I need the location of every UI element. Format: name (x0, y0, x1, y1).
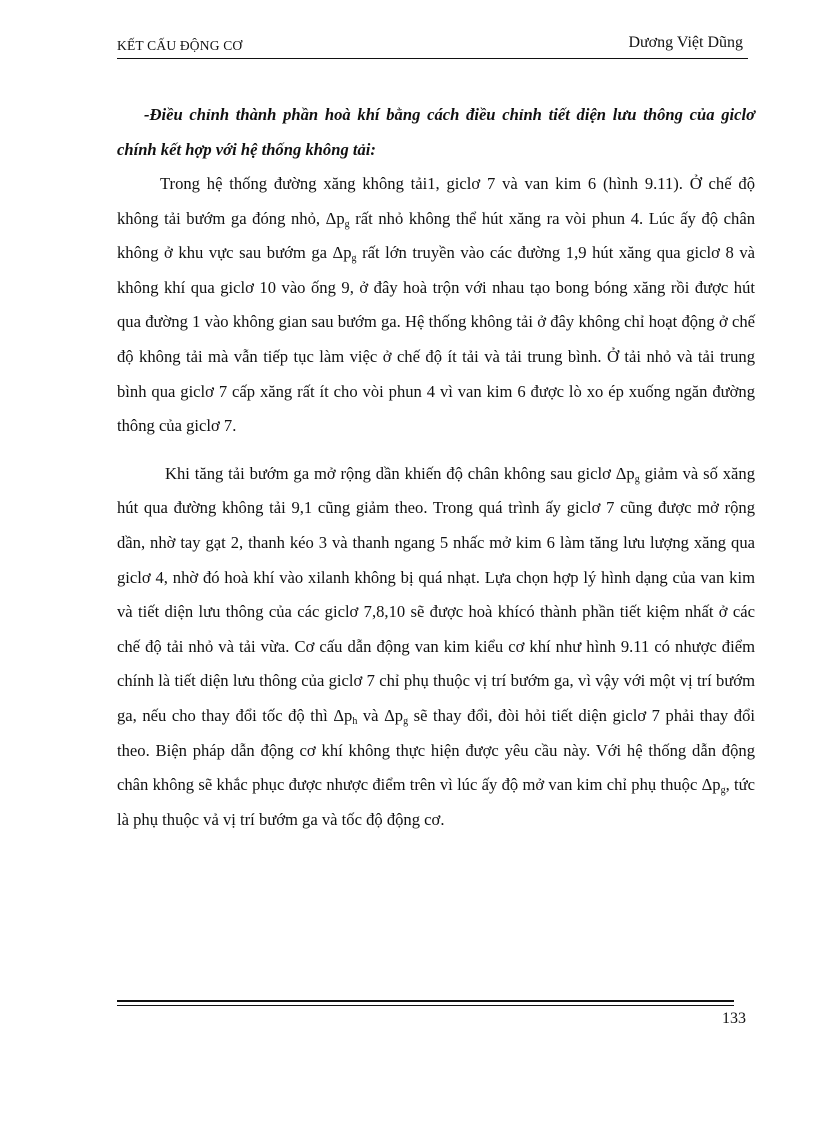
delta-p-symbol: $\Delta p_h$ (333, 705, 358, 727)
paragraph-1-text-a: Trong hệ thống đường xăng không tải1, giclơ 7 và van kim 6 (hình 9.11). Ở chế độ không tải bướm ga đóng nhỏ, (117, 174, 755, 228)
paragraph-2-text-d: sẽ thay đổi, đòi hỏi tiết diện giclơ 7 phải thay đổi theo. Biện pháp dẫn động cơ khí không thực hiện được yêu cầu này. Với hệ thống dẫn động chân không sẽ khắc phục được nhược điểm trên vì lúc ấy độ mở van kim chỉ phụ thuộc (117, 705, 755, 795)
paragraph-1 (117, 167, 755, 444)
paragraph-1-text-b: rất nhỏ không thể hút xăng ra vòi phun 4. Lúc ấy độ chân không ở khu vực sau bướm ga (117, 208, 756, 263)
paragraph-2-text-e: , tức là phụ thuộc vả vị trí bướm ga và tốc độ động cơ. (117, 775, 755, 829)
header-title: KẾT CẤU ĐỘNG CƠ (117, 38, 243, 53)
delta-p-symbol: $\Delta p_g$ (384, 705, 409, 727)
paragraph-2-text-c: và (357, 705, 385, 725)
paragraph-2-text-a: Khi tăng tải bướm ga mở rộng dần khiến độ chân không sau giclơ (165, 463, 616, 483)
paragraph-2 (117, 457, 755, 838)
header-author: Dương Việt Dũng (628, 34, 743, 51)
footer-rule-thick (117, 1000, 734, 1002)
delta-p-symbol: $\Delta p_g$ (332, 243, 357, 265)
paragraph-1-text-c: rất lớn truyền vào các đường 1,9 hút xăng qua giclơ 8 và không khí qua giclơ 10 vào ống 9, ở đây hoà trộn với nhau tạo bong bóng xăng rồi được hút qua đường 1 vào không gian sau bướm ga. Hệ thống không tải ở đây không chỉ hoạt động ở chế độ không tải mà vẫn tiếp tục làm việc ở chế độ ít tải và tải trung bình. Ở tải nhỏ và tải trung bình qua giclơ 7 cấp xăng rất ít cho vòi phun 4 vì van kim 6 được lò xo ép xuống ngăn đường thông của giclơ 7. (117, 243, 755, 436)
page-body (117, 97, 755, 837)
delta-p-symbol: $\Delta p_g$ (701, 775, 726, 797)
delta-p-symbol: $\Delta p_g$ (615, 463, 640, 485)
paragraph-2-text-b: giảm và số xăng hút qua đường không tải 9,1 cũng giảm theo. Trong quá trình ấy giclơ 7 cũng được mở rộng dần, nhờ tay gạt 2, thanh kéo 3 và thanh ngang 5 nhấc mở kim 6 làm tăng lưu lượng xăng qua giclơ 4, nhờ đó hoà khí vào xilanh không bị quá nhạt. Lựa chọn hợp lý hình dạng của van kim và tiết diện lưu thông của các giclơ 7,8,10 sẽ được hoà khícó thành phần tiết kiệm nhất ở các chế độ tải nhỏ và tải vừa. Cơ cấu dẫn động van kim kiểu cơ khí như hình 9.11 có nhược điểm chính là tiết diện lưu thông của giclơ 7 chỉ phụ thuộc vị trí bướm ga, vì vậy với một vị trí bướm ga, nếu cho thay đổi tốc độ thì (117, 463, 755, 725)
page-number: 133 (722, 1010, 746, 1027)
footer-rule-thin (117, 1005, 734, 1006)
header-rule (117, 58, 748, 59)
page-header (117, 34, 748, 64)
section-heading: -Điều chỉnh thành phần hoà khí bằng cách điều chỉnh tiết diện lưu thông của giclơ chính kết hợp với hệ thống không tải: (117, 105, 755, 159)
delta-p-symbol: $\Delta p_g$ (325, 208, 350, 230)
